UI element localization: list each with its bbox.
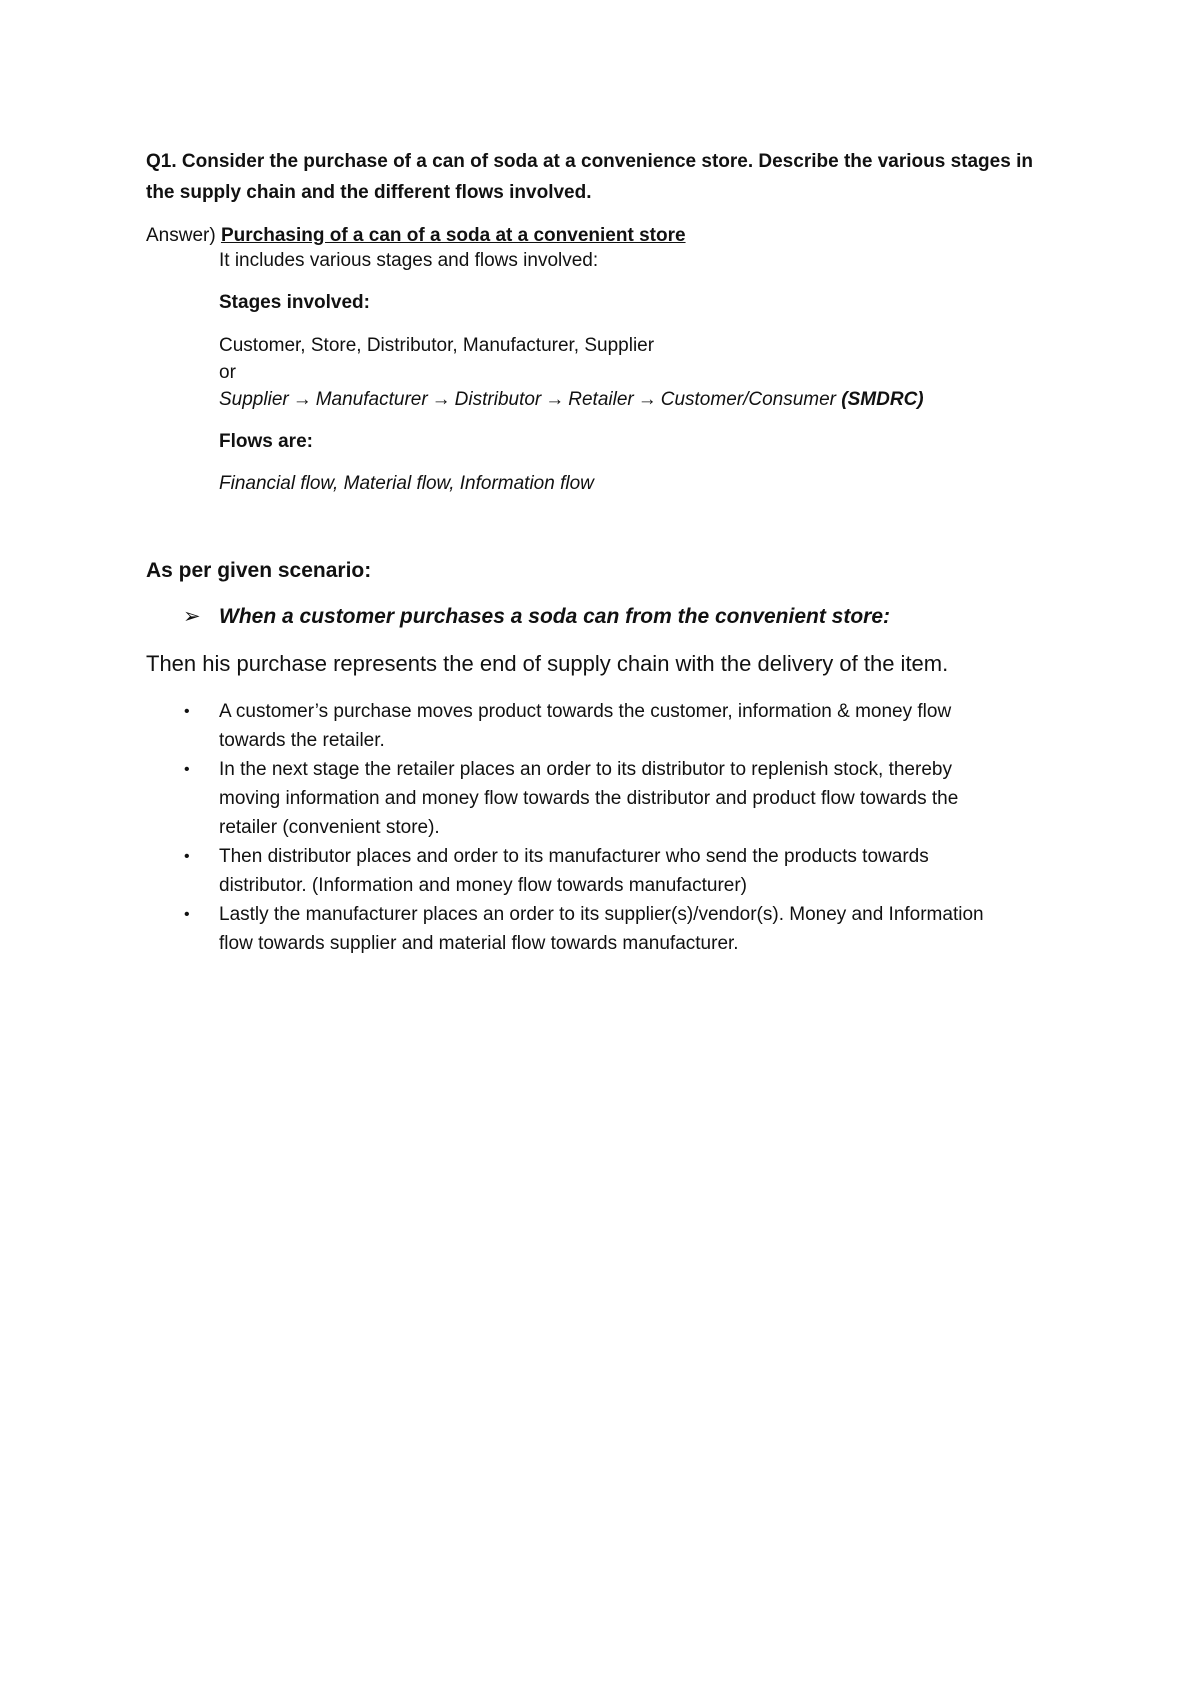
scenario-point bbox=[183, 602, 890, 632]
stage-manufacturer: Manufacturer bbox=[315, 389, 428, 410]
list-item-line: A customer’s purchase moves product towards the customer, information & money flow bbox=[219, 701, 952, 722]
pointer-arrow-icon: ➢ bbox=[183, 605, 201, 628]
list-item-line: In the next stage the retailer places an order to its distributor to replenish stock, thereby bbox=[219, 759, 952, 780]
list-item bbox=[146, 842, 1066, 900]
list-item-line: Lastly the manufacturer places an order to its supplier(s)/vendor(s). Money and Information bbox=[219, 904, 984, 925]
stages-heading: Stages involved: bbox=[219, 292, 370, 313]
list-item-line: retailer (convenient store). bbox=[219, 817, 440, 838]
answer-line bbox=[146, 223, 686, 249]
bullet-icon: • bbox=[184, 848, 190, 865]
flows-list: Financial flow, Material flow, Information flow bbox=[219, 473, 594, 494]
bullet-icon: • bbox=[184, 906, 190, 923]
bullet-icon: • bbox=[184, 761, 190, 778]
or-text: or bbox=[219, 362, 236, 383]
list-item-line: flow towards supplier and material flow towards manufacturer. bbox=[219, 933, 739, 954]
list-item bbox=[146, 900, 1066, 958]
bullet-icon: • bbox=[184, 703, 190, 720]
scenario-heading: As per given scenario: bbox=[146, 559, 372, 582]
list-item-line: Then distributor places and order to its manufacturer who send the products towards bbox=[219, 846, 929, 867]
stages-sequence bbox=[219, 387, 924, 413]
stages-acronym: (SMDRC) bbox=[841, 389, 924, 410]
arrow-icon: → bbox=[637, 389, 657, 410]
arrow-icon: → bbox=[431, 389, 451, 410]
question-text: Q1. Consider the purchase of a can of soda at a convenience store. Describe the various stages in the supply chain and the different flows involved. bbox=[146, 151, 1033, 203]
arrow-icon: → bbox=[545, 389, 565, 410]
answer-prefix: Answer) bbox=[146, 225, 216, 246]
stage-customer: Customer/Consumer bbox=[660, 389, 837, 410]
intro-text: It includes various stages and flows involved: bbox=[219, 250, 599, 271]
bullet-list bbox=[146, 697, 1066, 958]
stage-retailer: Retailer bbox=[568, 389, 634, 410]
list-item-line: towards the retailer. bbox=[219, 730, 385, 751]
arrow-icon: → bbox=[292, 389, 312, 410]
stage-supplier: Supplier bbox=[219, 389, 289, 410]
list-item bbox=[146, 755, 1066, 842]
flows-heading: Flows are: bbox=[219, 431, 313, 452]
stage-distributor: Distributor bbox=[454, 389, 542, 410]
answer-title: Purchasing of a can of a soda at a convenient store bbox=[220, 225, 686, 246]
stages-list: Customer, Store, Distributor, Manufacturer, Supplier bbox=[219, 335, 655, 356]
scenario-point-text: When a customer purchases a soda can from the convenient store: bbox=[219, 605, 891, 628]
list-item bbox=[146, 697, 1066, 755]
summary-text: Then his purchase represents the end of supply chain with the delivery of the item. bbox=[146, 651, 949, 676]
list-item-line: moving information and money flow towards the distributor and product flow towards the bbox=[219, 788, 959, 809]
list-item-line: distributor. (Information and money flow towards manufacturer) bbox=[219, 875, 748, 896]
